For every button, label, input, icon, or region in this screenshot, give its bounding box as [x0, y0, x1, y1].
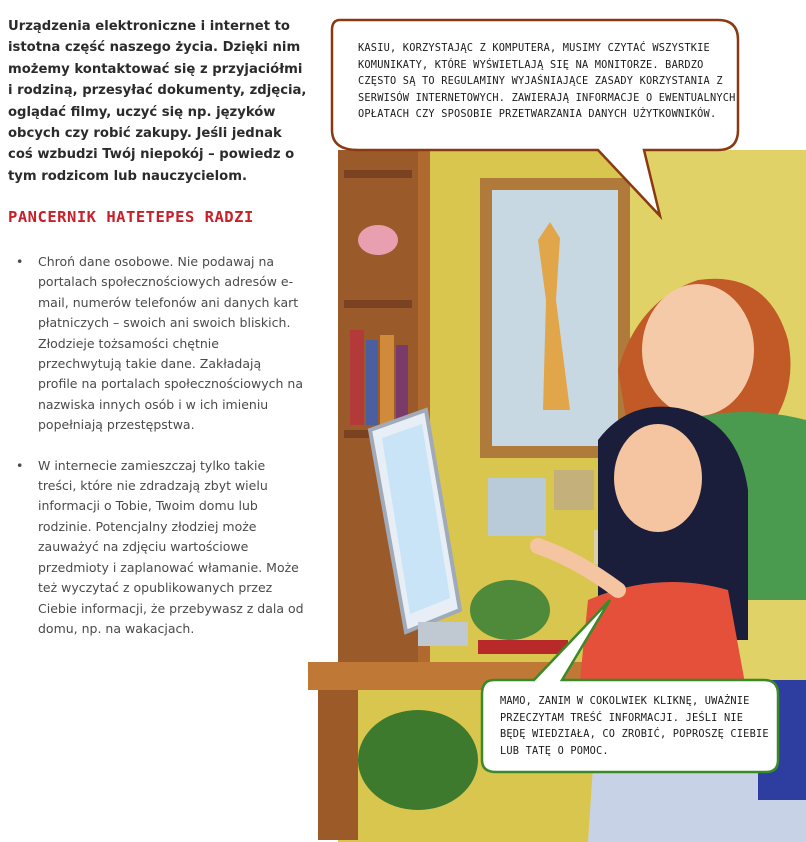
- keyboard: [478, 640, 568, 654]
- sticky-note: [488, 478, 546, 536]
- monitor-stand: [418, 622, 468, 646]
- bottom-bubble-text: MAMO, ZANIM W COKOLWIEK KLIKNĘ, UWAŻNIE PRZECZYTAM TREŚĆ INFORMACJI. JEŚLI NIE BĘDĘ WIEDZIAŁA, CO ZROBIĆ, POPROSZĘ CIEBIE LUB TATĘ O POMOC.: [500, 695, 769, 757]
- shelf-board: [344, 170, 412, 178]
- book: [380, 335, 394, 425]
- desk-leg: [318, 690, 358, 840]
- girl-face: [614, 424, 702, 532]
- book: [366, 340, 378, 425]
- book: [350, 330, 364, 425]
- book: [396, 345, 408, 425]
- mom-face: [642, 284, 754, 416]
- pig-figurine: [358, 225, 398, 255]
- intro-paragraph: Urządzenia elektroniczne i internet to istotna część naszego życia. Dzięki nim możemy kontaktować się z przyjaciółmi i rodziną, przesyłać dokumenty, zdjęcia, oglądać filmy, uczyć się np. języków obcych czy robić zakupy. Jeśli jednak coś wzbudzi Twój niepokój – powiedz o tym rodzicom lub nauczycielom.: [8, 19, 307, 184]
- advice-item-text: • W internecie zamieszczaj tylko takie treści, które nie zdradzają zbyt wielu informacji o Tobie, Twoim domu lub rodzinie. Potencjalny złodziej może zauważyć na zdjęciu wartościowe przedmioty i zaplanować włamanie. Może też wyczytać z opublikowanych przez Ciebie informacji, że przebywasz z dala od domu, np. na wakacjach.: [38, 457, 304, 636]
- advice-item-text: • Chroń dane osobowe. Nie podawaj na portalach społecznościowych adresów e-mail, numerów telefonów ani danych kart płatniczych – swoich ani swoich bliskich. Złodzieje tożsamości chętnie przechwytują takie dane. Zakładają profile na portalach społecznościowych na nazwiska innych osób i w ich imieniu popełniają przestępstwa.: [38, 254, 304, 433]
- advice-list: [14, 252, 304, 639]
- plant: [358, 710, 478, 810]
- top-bubble-text: KASIU, KORZYSTAJĄC Z KOMPUTERA, MUSIMY CZYTAĆ WSZYSTKIE KOMUNIKATY, KTÓRE WYŚWIETLAJĄ SIĘ NA MONITORZE. BARDZO CZĘSTO SĄ TO REGULAMINY WYJAŚNIAJĄCE ZASADY KORZYSTANIA Z SERWISÓW INTERNETOWYCH. ZAWIERAJĄ INFORMACJE O EWENTUALNYCH OPŁATACH CZY SPOSOBIE PRZETWARZANIA DANYCH UŻYTKOWNIKÓW.: [358, 42, 736, 120]
- advice-item: [14, 252, 304, 436]
- sticky-note: [554, 470, 594, 510]
- shelf-board: [344, 300, 412, 308]
- advice-title: PANCERNIK HATETEPES RADZI: [8, 208, 254, 226]
- advice-item: [14, 456, 304, 640]
- plant: [470, 580, 550, 640]
